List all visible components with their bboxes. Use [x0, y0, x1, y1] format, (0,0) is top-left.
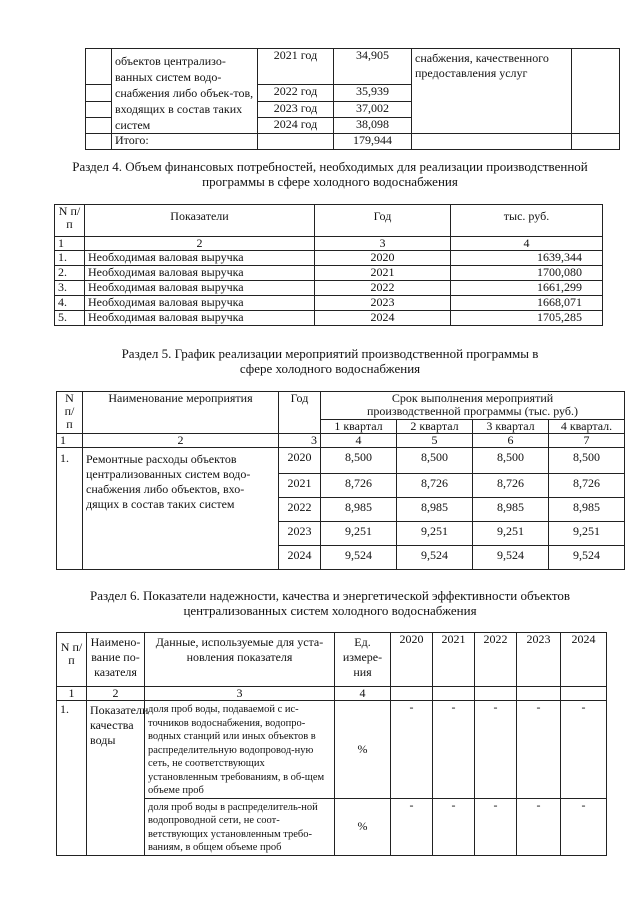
s6-col-number: 2: [87, 687, 145, 701]
s4-header-n: N п/п: [55, 205, 85, 237]
s5-col-number: 7: [549, 434, 625, 448]
s6-header-data: Данные, используемые для уста-новления показателя: [145, 633, 335, 687]
top-value: 37,002: [334, 101, 412, 117]
s5-row-year: 2022: [279, 498, 321, 522]
s6-row-data: доля проб воды, подаваемой с ис-точников водоснабжения, водопро-водных станций или иных объектов в распределительную водопровод-ную сеть, не соответствующих установленным требованиям, в об-щем объеме проб: [145, 701, 335, 799]
s4-row-n: 3.: [55, 281, 85, 296]
table-row: [55, 251, 603, 266]
s5-col-number: 4: [321, 434, 397, 448]
total-value: 179,944: [334, 134, 412, 150]
s4-row-name: Необходимая валовая выручка: [85, 266, 315, 281]
s5-cell-value: 9,251: [397, 522, 473, 546]
top-year: 2023 год: [258, 101, 334, 117]
s5-cell-value: 9,524: [321, 546, 397, 570]
table-row: [57, 448, 625, 474]
s5-col-number: 2: [83, 434, 279, 448]
s4-header-name: Показатели: [85, 205, 315, 237]
s5-cell-value: 8,500: [397, 448, 473, 474]
s4-header-value: тыс. руб.: [451, 205, 603, 237]
table-row: [55, 281, 603, 296]
s5-cell-value: 8,500: [321, 448, 397, 474]
s5-cell-value: 9,251: [549, 522, 625, 546]
s5-quarter: 1 квартал: [321, 420, 397, 434]
s4-row-year: 2024: [315, 311, 451, 326]
section5-title: Раздел 5. График реализации мероприятий производственной программы в сфере холодного водоснабжения: [121, 346, 539, 376]
s5-cell-value: 8,726: [473, 474, 549, 498]
s4-row-n: 2.: [55, 266, 85, 281]
s6-col-number: 4: [335, 687, 391, 701]
top-year: 2021 год: [258, 49, 334, 85]
s4-col-number: 2: [85, 237, 315, 251]
s5-header-name: Наименование мероприятия: [83, 392, 279, 434]
s5-cell-value: 8,726: [397, 474, 473, 498]
s5-col-number: 6: [473, 434, 549, 448]
s5-cell-value: 9,524: [473, 546, 549, 570]
section4-table: [54, 204, 603, 326]
s4-row-value: 1668,071: [451, 296, 603, 311]
s4-header-year: Год: [315, 205, 451, 237]
s6-row-unit: %: [335, 798, 391, 855]
s5-cell-value: 8,500: [473, 448, 549, 474]
s4-col-number: 3: [315, 237, 451, 251]
s6-col-number: 1: [57, 687, 87, 701]
s6-cell-value: -: [517, 798, 561, 855]
s5-cell-value: 8,726: [549, 474, 625, 498]
s5-cell-value: 9,524: [549, 546, 625, 570]
s5-row-year: 2020: [279, 448, 321, 474]
s5-col-number: 3: [279, 434, 321, 448]
s6-row-name: Показатели качества воды: [87, 701, 145, 856]
table-row: [57, 701, 607, 799]
table-row: [55, 311, 603, 326]
s4-row-n: 5.: [55, 311, 85, 326]
s6-col-number: 3: [145, 687, 335, 701]
s6-header-year: 2024: [561, 633, 607, 687]
s5-cell-value: 8,985: [321, 498, 397, 522]
s5-row-year: 2021: [279, 474, 321, 498]
s4-row-name: Необходимая валовая выручка: [85, 251, 315, 266]
section6-table: [56, 632, 607, 856]
section4-title: Раздел 4. Объем финансовых потребностей, необходимых для реализации производственной программы в сфере холодного водоснабжения: [72, 159, 588, 189]
top-table: [85, 48, 620, 150]
top-year: 2022 год: [258, 85, 334, 101]
table-row: [55, 296, 603, 311]
s5-cell-value: 8,500: [549, 448, 625, 474]
s4-row-n: 1.: [55, 251, 85, 266]
s6-header-year: 2021: [433, 633, 475, 687]
s5-header-term: Срок выполнения мероприятий производственной программы (тыс. руб.): [321, 392, 625, 420]
table-row: [55, 266, 603, 281]
s4-col-number: 1: [55, 237, 85, 251]
section6-title: Раздел 6. Показатели надежности, качества и энергетической эффективности объектов централизованных систем холодного водоснабжения: [89, 588, 571, 618]
s4-row-value: 1639,344: [451, 251, 603, 266]
s4-row-year: 2020: [315, 251, 451, 266]
s5-row-year: 2024: [279, 546, 321, 570]
top-year: 2024 год: [258, 117, 334, 133]
s6-cell-value: -: [433, 701, 475, 799]
s4-row-value: 1661,299: [451, 281, 603, 296]
s5-row-name: Ремонтные расходы объектов централизованных систем водо-снабжения либо объектов, вхо-дящих в состав таких систем: [83, 448, 279, 570]
s6-header-unit: Ед. измере-ния: [335, 633, 391, 687]
s4-row-name: Необходимая валовая выручка: [85, 311, 315, 326]
s5-quarter: 4 квартал.: [549, 420, 625, 434]
s5-cell-value: 8,985: [473, 498, 549, 522]
s6-header-year: 2023: [517, 633, 561, 687]
s4-row-year: 2023: [315, 296, 451, 311]
top-goal: снабжения, качественного предоставления услуг: [412, 49, 572, 134]
s6-row-unit: %: [335, 701, 391, 799]
s5-row-n: 1.: [57, 448, 83, 570]
s5-header-n: N п/ п: [57, 392, 83, 434]
s4-row-n: 4.: [55, 296, 85, 311]
s5-quarter: 3 квартал: [473, 420, 549, 434]
s6-header-n: N п/п: [57, 633, 87, 687]
total-label: Итого:: [112, 134, 258, 150]
s6-row-data: доля проб воды в распределитель-ной водопроводной сети, не соот-ветствующих установленным требо-ваниям, в общем объеме проб: [145, 798, 335, 855]
s5-cell-value: 9,251: [473, 522, 549, 546]
s6-cell-value: -: [391, 701, 433, 799]
s6-header-year: 2020: [391, 633, 433, 687]
s6-cell-value: -: [475, 701, 517, 799]
s6-cell-value: -: [561, 798, 607, 855]
top-value: 34,905: [334, 49, 412, 85]
s6-cell-value: -: [433, 798, 475, 855]
s5-cell-value: 9,524: [397, 546, 473, 570]
s5-col-number: 5: [397, 434, 473, 448]
s4-row-name: Необходимая валовая выручка: [85, 296, 315, 311]
s6-cell-value: -: [517, 701, 561, 799]
s6-header-name: Наимено-вание по-казателя: [87, 633, 145, 687]
s4-row-value: 1705,285: [451, 311, 603, 326]
s6-cell-value: -: [475, 798, 517, 855]
top-value: 38,098: [334, 117, 412, 133]
s6-cell-value: -: [561, 701, 607, 799]
s4-row-value: 1700,080: [451, 266, 603, 281]
s5-header-year: Год: [279, 392, 321, 434]
s5-cell-value: 8,985: [549, 498, 625, 522]
section5-table: [56, 391, 625, 570]
s5-cell-value: 8,985: [397, 498, 473, 522]
s6-cell-value: -: [391, 798, 433, 855]
s4-row-year: 2022: [315, 281, 451, 296]
s5-cell-value: 8,726: [321, 474, 397, 498]
s5-cell-value: 9,251: [321, 522, 397, 546]
s4-row-year: 2021: [315, 266, 451, 281]
s5-col-number: 1: [57, 434, 83, 448]
s6-header-year: 2022: [475, 633, 517, 687]
s5-quarter: 2 квартал: [397, 420, 473, 434]
s4-col-number: 4: [451, 237, 603, 251]
s4-row-name: Необходимая валовая выручка: [85, 281, 315, 296]
s5-row-year: 2023: [279, 522, 321, 546]
top-description: объектов централизо-ванных систем водо-снабжения либо объек-тов, входящих в состав таких систем: [112, 49, 258, 134]
top-value: 35,939: [334, 85, 412, 101]
s6-row-n: 1.: [57, 701, 87, 856]
